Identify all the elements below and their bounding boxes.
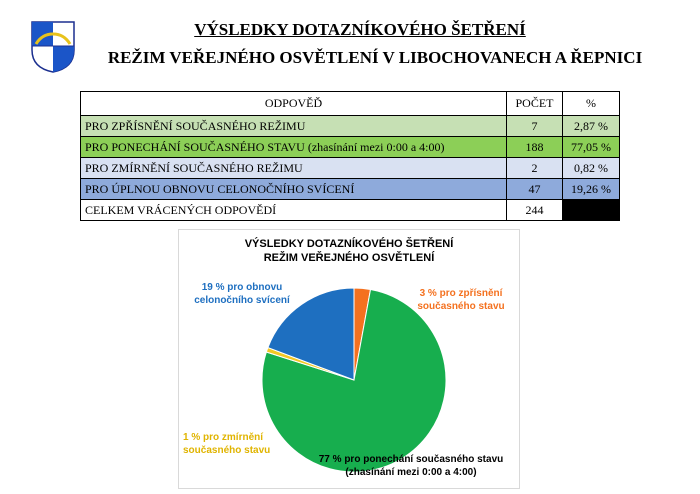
total-count: 244 [507, 200, 563, 221]
row-percent: 77,05 % [563, 137, 620, 158]
header-count: POČET [507, 92, 563, 116]
row-answer: PRO ÚPLNOU OBNOVU CELONOČNÍHO SVÍCENÍ [81, 179, 507, 200]
row-answer: PRO ZPŘÍSNĚNÍ SOUČASNÉHO REŽIMU [81, 116, 507, 137]
results-table [80, 91, 620, 221]
table-row [81, 179, 620, 200]
row-percent: 2,87 % [563, 116, 620, 137]
row-answer: PRO PONECHÁNÍ SOUČASNÉHO STAVU (zhasínání mezi 0:00 a 4:00) [81, 137, 507, 158]
row-percent: 0,82 % [563, 158, 620, 179]
table-row [81, 116, 620, 137]
municipal-crest-icon [30, 20, 76, 74]
header-answer: ODPOVĚĎ [81, 92, 507, 116]
total-answer: CELKEM VRÁCENÝCH ODPOVĚDÍ [81, 200, 507, 221]
label-keep: 77 % pro ponechání současného stavu (zhasínání mezi 0:00 a 4:00) [318, 454, 504, 478]
row-percent: 19,26 % [563, 179, 620, 200]
header-percent: % [563, 92, 620, 116]
row-count: 188 [507, 137, 563, 158]
label-restore: 19 % pro obnovu celonočního svícení [194, 282, 290, 306]
row-count: 7 [507, 116, 563, 137]
chart-title: VÝSLEDKY DOTAZNÍKOVÉHO ŠETŘENÍ [244, 238, 454, 250]
table-row [81, 158, 620, 179]
label-relax: 1 % pro zmírnění současného stavu [183, 432, 271, 456]
page-title: VÝSLEDKY DOTAZNÍKOVÉHO ŠETŘENÍ [194, 20, 526, 39]
row-count: 2 [507, 158, 563, 179]
table-header-row [81, 92, 620, 116]
table-total-row [81, 200, 620, 221]
row-answer: PRO ZMÍRNĚNÍ SOUČASNÉHO REŽIMU [81, 158, 507, 179]
chart-subtitle: REŽIM VEŘEJNÉHO OSVĚTLENÍ [263, 252, 435, 264]
label-tighten: 3 % pro zpřísnění současného stavu [417, 288, 505, 312]
total-percent-empty [563, 200, 620, 221]
table-row [81, 137, 620, 158]
page-subtitle: REŽIM VEŘEJNÉHO OSVĚTLENÍ V LIBOCHOVANECH A ŘEPNICI [107, 48, 643, 67]
pie-chart [178, 229, 520, 489]
row-count: 47 [507, 179, 563, 200]
